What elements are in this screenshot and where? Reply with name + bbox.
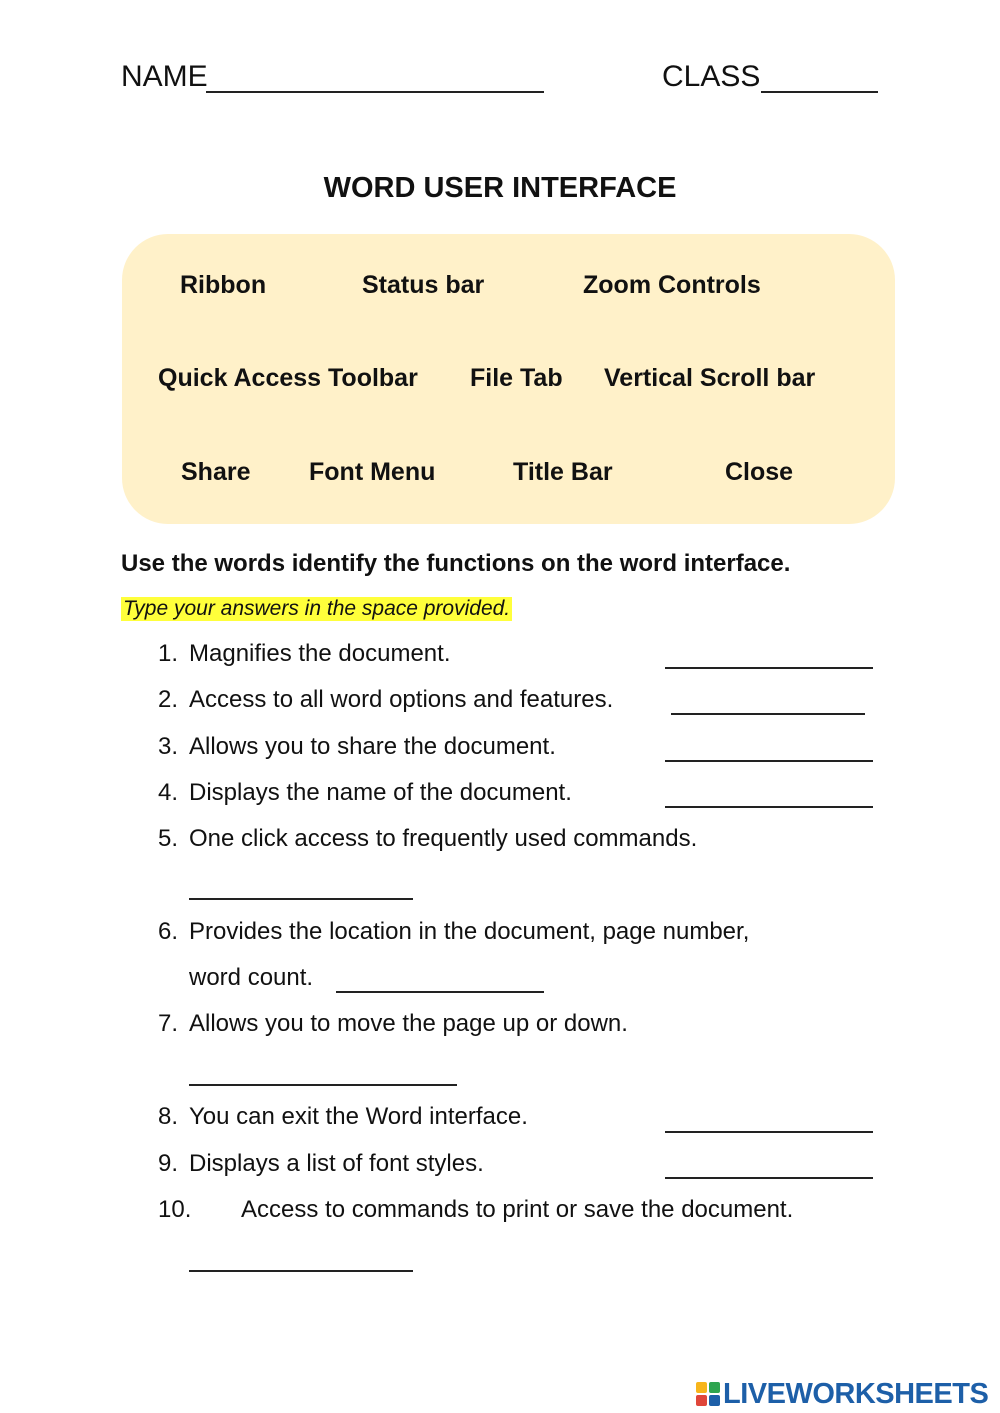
answer-line-8[interactable] (665, 1131, 873, 1133)
question-number: 6. (158, 918, 179, 945)
word-bank-item: Ribbon (180, 271, 267, 299)
word-bank-item: Title Bar (513, 458, 613, 486)
name-label: NAME (121, 60, 208, 93)
name-field (121, 60, 208, 94)
question-number: 8. (158, 1103, 179, 1130)
class-answer-line[interactable] (761, 91, 878, 93)
instructions: Use the words identify the functions on the word interface. (121, 550, 791, 577)
answer-line-10[interactable] (189, 1270, 413, 1272)
word-bank-item: Close (725, 458, 794, 486)
liveworksheets-logo[interactable] (696, 1376, 988, 1412)
question-number: 3. (158, 733, 179, 760)
word-bank-item: Font Menu (309, 458, 436, 486)
question-text: You can exit the Word interface. (189, 1103, 528, 1130)
answer-line-4[interactable] (665, 806, 873, 808)
answer-hint: Type your answers in the space provided. (123, 597, 511, 620)
answer-line-5[interactable] (189, 898, 413, 900)
answer-line-3[interactable] (665, 760, 873, 762)
word-bank-item: Quick Access Toolbar (158, 364, 418, 392)
word-bank-item: File Tab (470, 364, 563, 392)
question-number: 4. (158, 779, 179, 806)
question-text: Allows you to share the document. (189, 733, 556, 760)
question-number: 5. (158, 825, 179, 852)
answer-line-2[interactable] (671, 713, 865, 715)
answer-line-9[interactable] (665, 1177, 873, 1179)
word-bank-item: Zoom Controls (583, 271, 761, 299)
question-text: Magnifies the document. (189, 640, 451, 667)
question-number: 2. (158, 686, 179, 713)
name-answer-line[interactable] (206, 91, 544, 93)
question-number: 10. (158, 1196, 192, 1223)
class-field (662, 60, 760, 94)
question-text: Access to commands to print or save the document. (241, 1196, 794, 1223)
page-title: WORD USER INTERFACE (323, 172, 677, 204)
liveworksheets-logo-icon (696, 1382, 720, 1406)
question-number: 1. (158, 640, 179, 667)
question-text: One click access to frequently used commands. (189, 825, 698, 852)
answer-line-7[interactable] (189, 1084, 457, 1086)
answer-line-1[interactable] (665, 667, 873, 669)
word-bank-item: Share (181, 458, 251, 486)
question-text: Displays the name of the document. (189, 779, 572, 806)
class-label: CLASS (662, 60, 761, 93)
question-text: Allows you to move the page up or down. (189, 1010, 628, 1037)
question-text: Access to all word options and features. (189, 686, 614, 713)
question-number: 7. (158, 1010, 179, 1037)
question-text: Provides the location in the document, page number, (189, 918, 750, 945)
word-bank (122, 234, 895, 524)
question-number: 9. (158, 1150, 179, 1177)
logo-text: LIVEWORKSHEETS (723, 1377, 989, 1410)
word-bank-item: Status bar (362, 271, 485, 299)
word-bank-item: Vertical Scroll bar (604, 364, 816, 392)
answer-line-6[interactable] (336, 991, 544, 993)
question-text: Displays a list of font styles. (189, 1150, 484, 1177)
question-text-continued: word count. (189, 964, 314, 991)
